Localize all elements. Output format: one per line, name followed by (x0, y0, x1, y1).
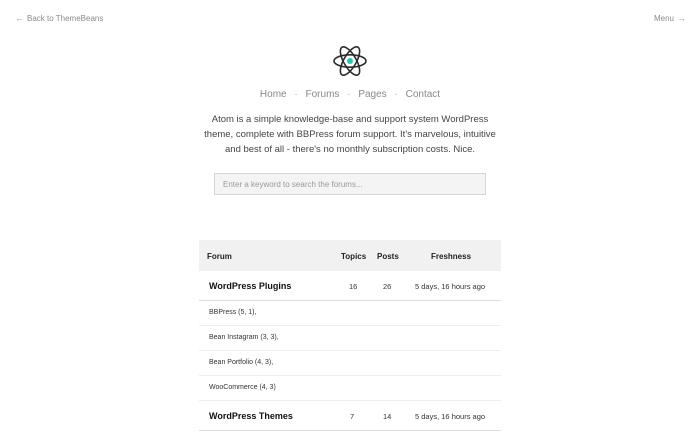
subforum-link[interactable]: WooCommerce (4, 3) (209, 384, 276, 391)
nav-item-contact[interactable]: Contact (405, 89, 441, 100)
forum-row (199, 401, 501, 431)
back-to-themebeans-link[interactable] (15, 14, 103, 23)
nav-separator: · (394, 89, 398, 100)
forum-topics-count: 16 (349, 282, 358, 291)
forum-link[interactable]: WordPress Plugins (209, 281, 292, 291)
nav-item-pages[interactable]: Pages (358, 89, 387, 100)
intro-text: Atom is a simple knowledge-base and support system WordPress theme, complete with BBPress forum support. It's marvelous, intuitive and best of all - there's no monthly subscription costs. Nice. (204, 114, 496, 155)
back-link-label: Back to ThemeBeans (27, 14, 104, 23)
atom-icon[interactable] (332, 43, 368, 79)
forum-search-input[interactable] (214, 173, 486, 195)
nav-separator: · (294, 89, 298, 100)
forum-table (199, 240, 501, 431)
table-header (199, 240, 501, 271)
menu-link[interactable] (654, 14, 686, 23)
subforum-row (199, 376, 501, 401)
header-forum: Forum (207, 252, 232, 261)
forum-posts-count: 26 (383, 282, 392, 291)
forum-freshness-link[interactable]: 5 days, 16 hours ago (415, 412, 486, 421)
arrow-right-icon: → (677, 13, 686, 23)
header-freshness: Freshness (431, 252, 472, 261)
nav-item-forums[interactable]: Forums (305, 89, 340, 100)
subforum-link[interactable]: Bean Portfolio (4, 3), (209, 359, 274, 366)
nav-separator: · (347, 89, 351, 100)
subforum-link[interactable]: Bean Instagram (3, 3), (209, 334, 279, 341)
subforum-row (199, 326, 501, 351)
top-bar (15, 14, 686, 28)
forum-link[interactable]: WordPress Themes (209, 411, 293, 421)
arrow-left-icon: ← (15, 13, 24, 23)
forum-topics-count: 7 (350, 412, 355, 421)
subforum-link[interactable]: BBPress (5, 1), (209, 309, 257, 316)
header-topics: Topics (341, 252, 367, 261)
main-nav (0, 89, 700, 100)
menu-link-label: Menu (653, 14, 674, 23)
nav-item-home[interactable]: Home (259, 89, 287, 100)
forum-freshness-link[interactable]: 5 days, 16 hours ago (415, 282, 486, 291)
forum-posts-count: 14 (383, 412, 392, 421)
forum-row (199, 271, 501, 301)
header-posts: Posts (377, 252, 399, 261)
subforum-row (199, 301, 501, 326)
subforum-row (199, 351, 501, 376)
